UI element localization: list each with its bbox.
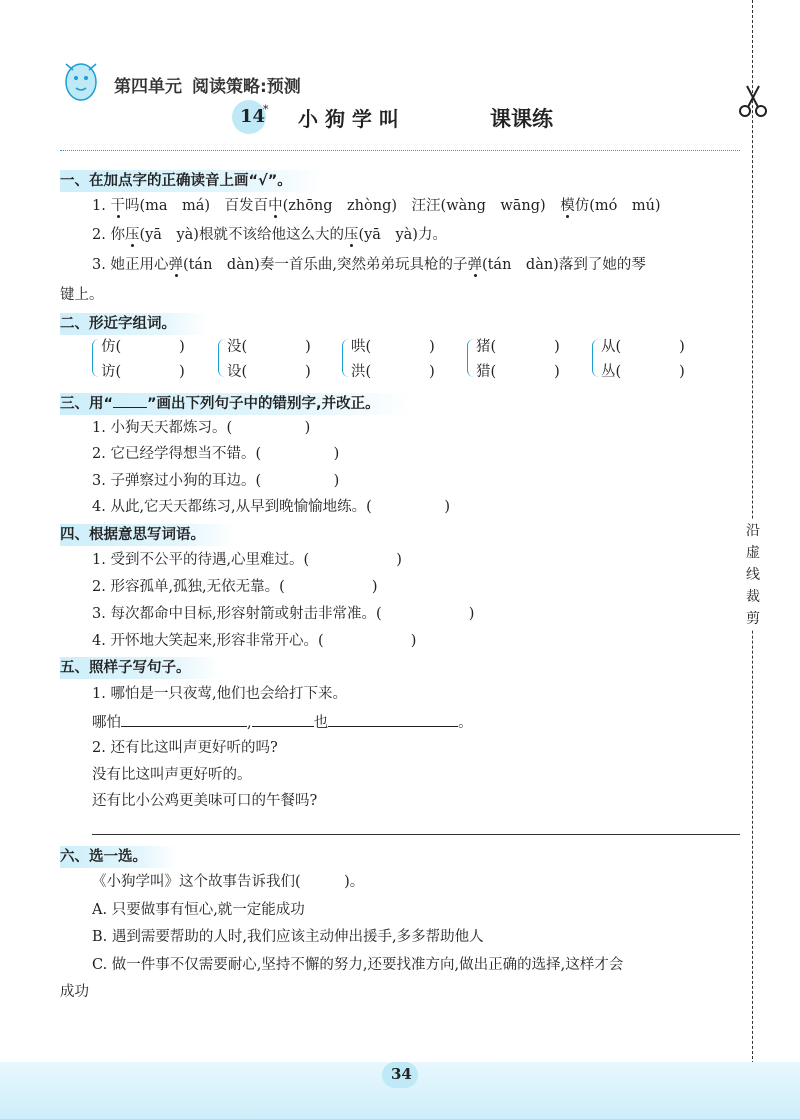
text: (yā yà)根就不该给他这么大的 xyxy=(139,227,344,243)
s5-item-1: 1. 哪怕是一只夜莺,他们也会给打下来。 xyxy=(92,686,348,702)
dotted-char: 压 xyxy=(124,227,140,243)
section-5-title: 五、照样子写句子。 xyxy=(60,657,221,679)
strategy-label: 阅读策略:预测 xyxy=(192,77,301,97)
dotted-char: 中 xyxy=(268,198,283,214)
pair-5-bottom: 丛( ) xyxy=(601,364,685,380)
s4-item: 2. 形容孤单,孤独,无依无靠。( ) xyxy=(92,579,378,595)
page-number: 34 xyxy=(391,1065,412,1083)
cut-char: 裁 xyxy=(746,589,760,605)
header-rule xyxy=(60,150,740,151)
scissors-icon xyxy=(738,84,768,118)
s6-option-b: B. 遇到需要帮助的人时,我们应该主动伸出援手,多多帮助他人 xyxy=(92,929,484,945)
s3-item: 4. 从此,它天天都练习,从早到晚愉愉地练。( ) xyxy=(92,499,450,515)
lesson-title: 小 狗 学 叫 xyxy=(298,107,399,131)
pair-4-bottom: 猎( ) xyxy=(476,364,560,380)
s6-option-a: A. 只要做事有恒心,就一定能成功 xyxy=(92,902,305,918)
s4-item: 3. 每次都命中目标,形容射箭或射击非常准。( ) xyxy=(92,606,475,622)
text: 2. 你 xyxy=(92,227,125,243)
brace xyxy=(218,339,225,377)
brace xyxy=(92,339,99,377)
s5-item-3: 还有比小公鸡更美味可口的午餐吗? xyxy=(92,793,318,809)
blank xyxy=(252,712,314,727)
s3-item: 1. 小狗天天都炼习。( ) xyxy=(92,420,311,436)
answer-line xyxy=(92,834,740,835)
text: 也 xyxy=(313,715,329,731)
practice-label: 课课练 xyxy=(490,107,553,131)
section-3-title xyxy=(60,393,410,415)
section-4-title: 四、根据意思写词语。 xyxy=(60,524,235,546)
pair-3-bottom: 洪( ) xyxy=(351,364,435,380)
s1-line-4: 键上。 xyxy=(60,287,104,303)
lesson-star: * xyxy=(263,103,269,116)
s3-item: 3. 子弹察过小狗的耳边。( ) xyxy=(92,473,340,489)
underline-sample xyxy=(113,393,147,408)
text: 仿(mó mú) xyxy=(574,198,661,214)
dotted-char: 压 xyxy=(343,227,359,243)
pair-2-top: 没( ) xyxy=(227,339,311,355)
text: 哪怕 xyxy=(92,715,121,731)
blank xyxy=(328,712,458,727)
text: ”画出下列句子中的错别字,并改正。 xyxy=(147,396,380,412)
section-2-title: 二、形近字组词。 xyxy=(60,313,206,335)
s6-option-c: C. 做一件事不仅需要耐心,坚持不懈的努力,还要找准方向,做出正确的选择,这样才会 xyxy=(92,957,624,973)
text: 。 xyxy=(458,715,473,731)
cut-char: 剪 xyxy=(746,611,760,627)
s5-fill-line xyxy=(92,712,473,733)
text: 3. 她正用心 xyxy=(92,257,169,273)
section-6-title: 六、选一选。 xyxy=(60,846,177,868)
s3-item: 2. 它已经学得想当不错。( ) xyxy=(92,446,340,462)
cut-instruction xyxy=(743,520,763,630)
s5-item-2: 2. 还有比这叫声更好听的吗? xyxy=(92,740,278,756)
pair-3-top: 哄( ) xyxy=(351,339,435,355)
text: (tán dàn)落到了她的琴 xyxy=(481,257,646,273)
pair-1-bottom: 访( ) xyxy=(101,364,185,380)
dotted-char: 模 xyxy=(560,198,575,214)
text: (tán dàn)奏一首乐曲,突然弟弟玩具枪的子 xyxy=(182,257,468,273)
s1-line-2 xyxy=(92,225,447,245)
mascot-icon xyxy=(58,52,104,108)
pair-5-top: 从( ) xyxy=(601,339,685,355)
cut-char: 线 xyxy=(746,567,760,583)
text: 1. xyxy=(92,198,111,214)
s6-question: 《小狗学叫》这个故事告诉我们( )。 xyxy=(92,874,365,890)
s4-item: 4. 开怀地大笑起来,形容非常开心。( ) xyxy=(92,633,417,649)
s6-option-c-cont: 成功 xyxy=(60,984,89,1000)
s1-line-1 xyxy=(92,196,661,216)
blank xyxy=(121,712,247,727)
dotted-char: 弹 xyxy=(168,257,183,273)
section-1-title: 一、在加点字的正确读音上画“√”。 xyxy=(60,170,322,192)
text: (zhōng zhòng) 汪汪(wàng wāng) xyxy=(282,198,561,214)
s4-item: 1. 受到不公平的待遇,心里难过。( ) xyxy=(92,552,402,568)
pair-1-top: 仿( ) xyxy=(101,339,185,355)
cut-char: 沿 xyxy=(746,523,760,539)
text: 三、用“ xyxy=(60,396,114,412)
dotted-char: 干 xyxy=(110,198,125,214)
s5-item-2-answer: 没有比这叫声更好听的。 xyxy=(92,767,252,783)
lesson-number: 14 xyxy=(240,106,266,127)
brace xyxy=(342,339,349,377)
s1-line-3 xyxy=(92,255,646,275)
cut-char: 虚 xyxy=(746,545,760,561)
text: , xyxy=(247,715,252,731)
text: (yā yà)力。 xyxy=(358,227,447,243)
pair-4-top: 猪( ) xyxy=(476,339,560,355)
brace xyxy=(467,339,474,377)
brace xyxy=(592,339,599,377)
text: 吗(ma má) 百发百 xyxy=(124,198,269,214)
unit-label: 第四单元 xyxy=(114,77,182,97)
pair-2-bottom: 设( ) xyxy=(227,364,311,380)
dotted-char: 弹 xyxy=(467,257,482,273)
